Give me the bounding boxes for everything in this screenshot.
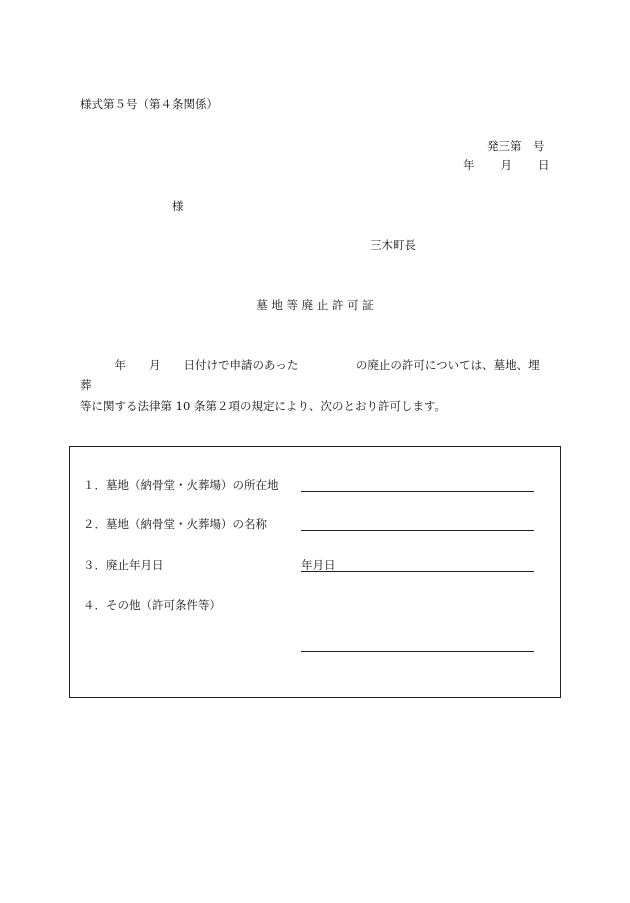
form-number: 様式第５号（第４条関係） bbox=[80, 97, 218, 111]
item-abolition-date-field bbox=[301, 571, 534, 572]
item-location-label: １．墓地（納骨堂・火葬場）の所在地 bbox=[83, 478, 279, 492]
item-other-field bbox=[301, 651, 534, 652]
body-text-line-2: 葬 bbox=[80, 378, 92, 392]
date-year: 年 bbox=[463, 158, 475, 172]
issue-date bbox=[463, 157, 550, 173]
item-name-field bbox=[301, 530, 534, 531]
item-abolition-date-label: ３．廃止年月日 bbox=[83, 558, 164, 572]
item-name-label: ２．墓地（納骨堂・火葬場）の名称 bbox=[83, 517, 267, 531]
date-day: 日 bbox=[538, 158, 550, 172]
document-number: 発三第 号 bbox=[487, 139, 545, 153]
issuer: 三木町長 bbox=[370, 238, 416, 252]
body-text-line-1: 年 月 日付けで申請のあった の廃止の許可については、墓地、埋 bbox=[80, 358, 540, 372]
date-month: 月 bbox=[500, 158, 512, 172]
page-title: 墓 地 等 廃 止 許 可 証 bbox=[256, 298, 374, 312]
item-abolition-date-value: 年月日 bbox=[301, 558, 336, 572]
addressee: 様 bbox=[172, 199, 184, 213]
body-text-line-3: 等に関する法律第 10 条第２項の規定により、次のとおり許可します。 bbox=[80, 399, 447, 413]
item-location-field bbox=[301, 491, 534, 492]
item-other-label: ４．その他（許可条件等） bbox=[83, 598, 221, 612]
permit-details-box bbox=[69, 446, 561, 698]
